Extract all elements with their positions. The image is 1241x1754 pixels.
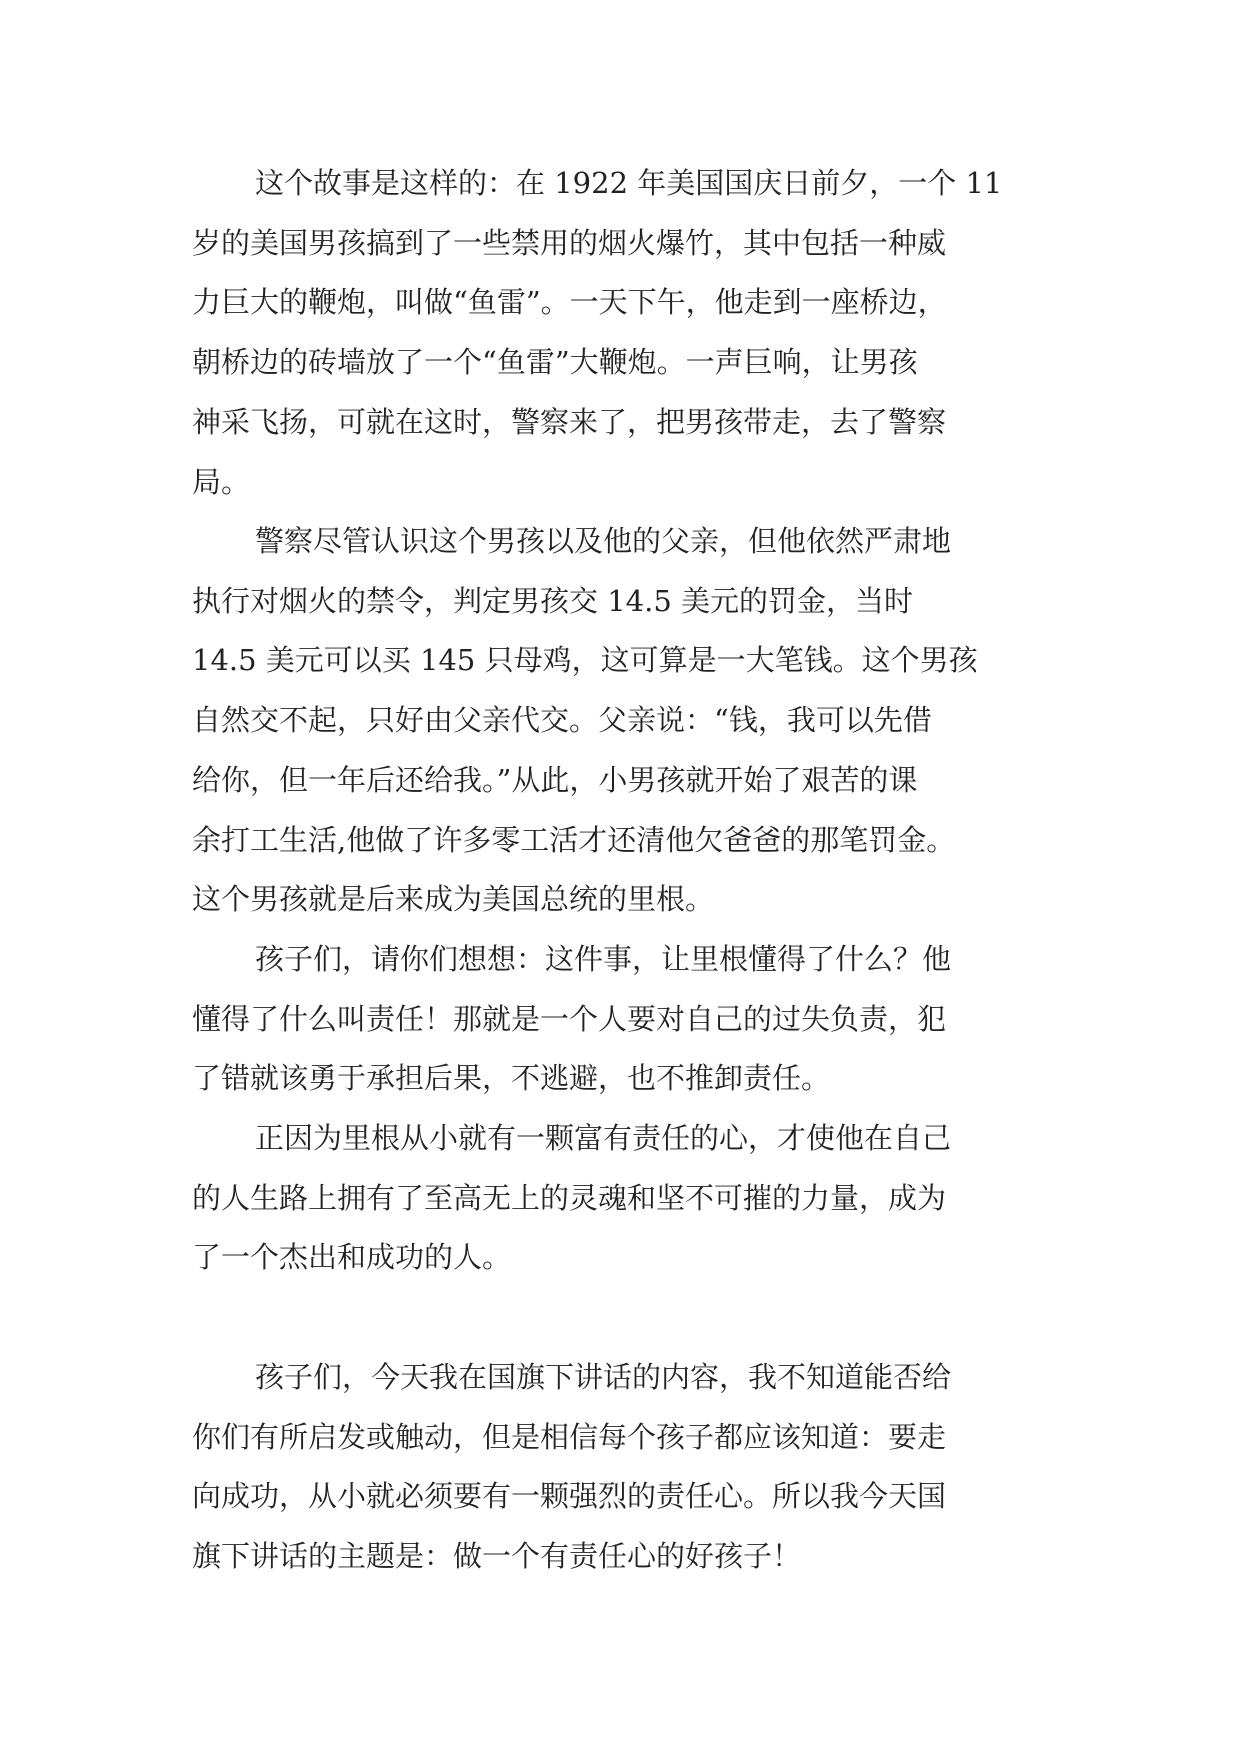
text-line: 孩子们，请你们想想：这件事，让里根懂得了什么？他 (255, 942, 952, 976)
text-line: 神采飞扬，可就在这时，警察来了，把男孩带走，去了警察 (192, 404, 947, 439)
text-line: 了错就该勇于承担后果，不逃避，也不推卸责任。 (192, 1061, 831, 1096)
text-line: 自然交不起，只好由父亲代交。父亲说：“钱，我可以先借 (192, 703, 932, 738)
text-line: 这个故事是这样的：在 1922 年美国国庆日前夕，一个 11 (255, 166, 1003, 200)
text-line: 局。 (192, 464, 251, 499)
text-line: 懂得了什么叫责任！那就是一个人要对自己的过失负责，犯 (192, 1001, 947, 1036)
text-line: 余打工生活,他做了许多零工活才还清他欠爸爸的那笔罚金。 (192, 822, 956, 857)
text-line: 向成功，从小就必须要有一颗强烈的责任心。所以我今天国 (192, 1479, 947, 1514)
text-line: 你们有所启发或触动，但是相信每个孩子都应该知道：要走 (192, 1419, 947, 1454)
text-line: 孩子们，今天我在国旗下讲话的内容，我不知道能否给 (255, 1360, 952, 1394)
text-line: 正因为里根从小就有一颗富有责任的心，才使他在自己 (255, 1121, 952, 1155)
text-line: 给你，但一年后还给我。”从此，小男孩就开始了艰苦的课 (192, 762, 918, 797)
text-line: 朝桥边的砖墙放了一个“鱼雷”大鞭炮。一声巨响，让男孩 (192, 345, 918, 380)
paragraph-lesson (192, 930, 1072, 1109)
paragraph-conclusion (192, 1348, 1072, 1587)
paragraph-police-fine (192, 512, 1072, 930)
paragraph-story-intro (192, 154, 1072, 512)
paragraph-success (192, 1109, 1072, 1288)
text-line: 的人生路上拥有了至高无上的灵魂和坚不可摧的力量，成为 (192, 1180, 947, 1215)
text-line: 力巨大的鞭炮，叫做“鱼雷”。一天下午，他走到一座桥边， (192, 285, 947, 320)
text-line: 这个男孩就是后来成为美国总统的里根。 (192, 882, 715, 917)
text-line: 了一个杰出和成功的人。 (192, 1240, 512, 1275)
text-line: 执行对烟火的禁令，判定男孩交 14.5 美元的罚金，当时 (192, 583, 914, 618)
text-line: 旗下讲话的主题是：做一个有责任心的好孩子！ (192, 1539, 802, 1574)
text-line: 警察尽管认识这个男孩以及他的父亲，但他依然严肃地 (255, 524, 952, 558)
text-line: 14.5 美元可以买 145 只母鸡，这可算是一大笔钱。这个男孩 (192, 643, 978, 678)
text-line: 岁的美国男孩搞到了一些禁用的烟火爆竹，其中包括一种威 (192, 225, 947, 260)
